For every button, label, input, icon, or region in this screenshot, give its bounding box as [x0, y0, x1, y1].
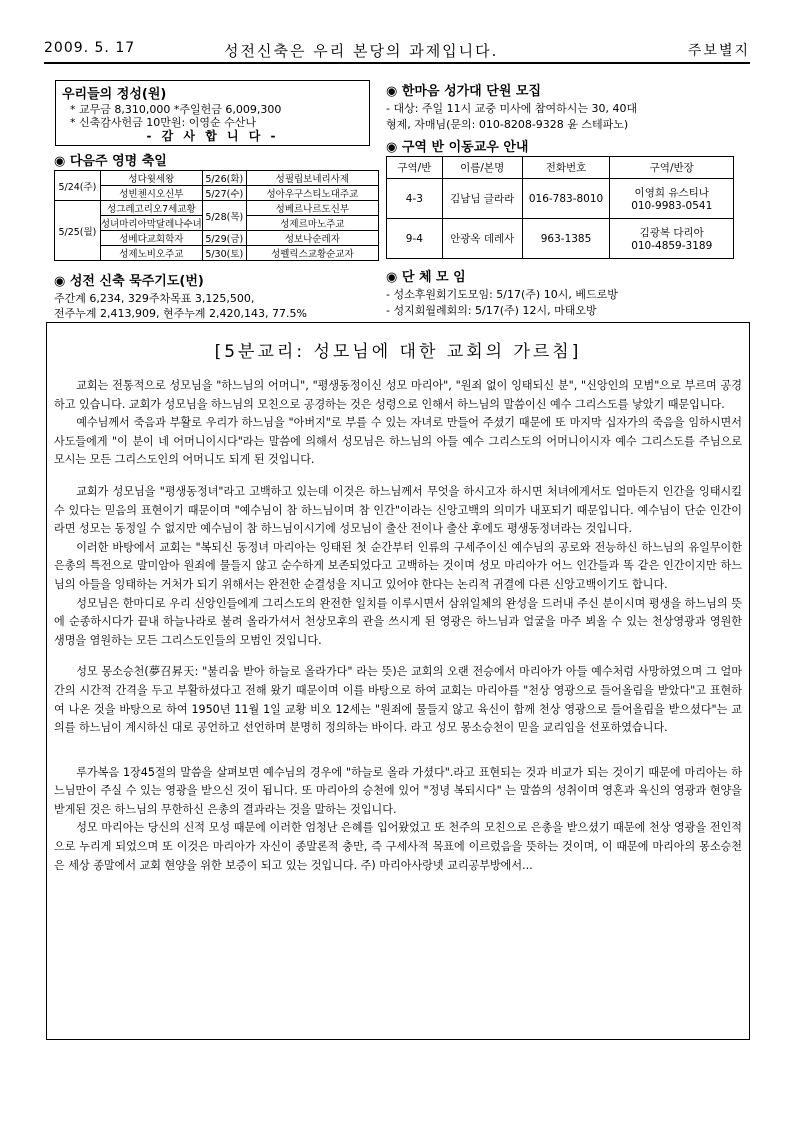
offerings-box	[55, 80, 370, 146]
offerings-title: 우리들의 정성(원)	[62, 87, 167, 102]
bulletin-slogan: 성전신축은 우리 본당의 과제입니다.	[224, 42, 499, 60]
table-row	[387, 219, 734, 259]
table-cell: 성제르마노주교	[246, 216, 378, 231]
article-box	[46, 322, 750, 1040]
article-paragraph: 성모 마리아는 당신의 신적 모성 때문에 이러한 엄청난 은혜를 입어왔었고 또 천주의 모친으로 은총을 받으셨기 때문에 천상 영광을 전인적으로 누리게 되었으며 또 이것은 마리아가 자신이 종말론적 충만, 즉 구세사적 목표에 이르렀음을 뜻하는 것이며, 이 때문에 마리아의 몽소승천은 세상 종말에서 교회 현양을 위한 보증이 되고 있는 것입니다. 주) 마리아사랑넷 교리공부방에서...	[54, 821, 742, 872]
article-body	[54, 377, 742, 875]
choir-line: 형제, 자매님(문의: 010-8208-9328 윤 스테파노)	[386, 118, 629, 131]
bulletin-date: 2009. 5. 17	[44, 40, 136, 56]
groups-item: - 성소후원회기도모임: 5/17(주) 10시, 베드로방	[386, 288, 618, 301]
leader-name: 김광복 다리아	[639, 227, 704, 239]
article-paragraph: 성모님은 한마디로 우리 신앙인들에게 그리스도의 완전한 일치를 이루시면서 삼위일체의 완성을 드러내 주신 분이시며 평생을 하느님의 뜻에 순종하시다가 끝내 하늘나라로 불려 올라가셔서 천상모후의 관을 쓰시게 된 영광은 하느님과 얼굴을 마주 뵈올 수 있는 천상영광과 영원한 생명을 염원하는 모든 그리스도인들의 모범인 것입니다.	[54, 596, 742, 647]
table-cell: 016-783-8010	[522, 179, 610, 219]
leader-phone: 010-4859-3189	[631, 240, 713, 252]
table-cell: 5/25(월)	[55, 201, 101, 261]
table-row	[55, 171, 379, 186]
column-header: 전화번호	[522, 157, 610, 179]
groups-title: ◉ 단 체 모 임	[386, 270, 466, 285]
article-paragraph: 예수님께서 죽음과 부활로 우리가 하느님을 "아버지"로 부를 수 있는 자녀로 만들어 주셨기 때문에 또 마지막 십자가의 죽음을 임하시면서 사도들에게 "이 분이 네 어머니이시다"라는 말씀에 의해서 성모님은 하느님의 아들 예수 그리스도의 어머니이시자 예수 그리스도를 주님으로 모시는 모든 그리스도인의 어머니도 되게 된 것입니다.	[54, 416, 742, 467]
table-cell: 5/30(토)	[202, 246, 246, 261]
column-header: 이름/본명	[442, 157, 522, 179]
table-cell	[610, 219, 734, 259]
feast-title: ◉ 다음주 영명 축일	[54, 154, 167, 169]
choir-title: ◉ 한마음 성가대 단원 모집	[386, 84, 542, 99]
table-row	[55, 246, 379, 261]
table-cell: 성다윗세왕	[100, 171, 202, 186]
bulletin-label: 주보별지	[687, 43, 750, 59]
leader-name: 이영희 유스티나	[634, 187, 709, 199]
article-paragraph: 교회가 성모님을 "평생동정녀"라고 고백하고 있는데 이것은 하느님께서 무엇을 하시고자 하시면 처녀에게서도 얼마든지 인간을 잉태시킬 수 있다는 믿음의 표현이기 때문이며 "예수님이 참 하느님이며 참 인간"이라는 신앙고백의 의미가 내포되기 때문입니다. 예수님이 단순 인간이라면 성모는 동정일 수 없지만 예수님이 참 하느님이시기에 성모님이 출산 전이나 출산 후에도 평생동정녀라는 것입니다.	[54, 484, 742, 536]
rosary-line: 주간계 6,234, 329주차목표 3,125,500,	[54, 292, 255, 305]
table-row	[387, 179, 734, 219]
column-header: 구역/반	[387, 157, 443, 179]
offerings-thanks: - 감 사 합 니 다 -	[146, 129, 279, 143]
visit-title: ◉ 구역 반 이동교우 안내	[386, 140, 529, 155]
table-cell: 성그레고리오7세교황	[100, 201, 202, 216]
table-cell: 성필립보네리사제	[246, 171, 378, 186]
table-cell: 성제노비오주교	[100, 246, 202, 261]
table-cell: 성녀마리아막달레나수녀	[100, 216, 202, 231]
rosary-line: 전주누계 2,413,909, 현주누계 2,420,143, 77.5%	[54, 307, 307, 320]
table-cell: 5/27(수)	[202, 186, 246, 201]
article-paragraph: 이러한 바탕에서 교회는 "복되신 동정녀 마리아는 잉태된 첫 순간부터 인류의 구세주이신 예수님의 공로와 전능하신 하느님의 유일무이한 은총의 특전으로 말미암아 원죄에 물들지 않고 순수하게 보존되었다고 고백하는 것이며 성모 마리아가 어느 인간들과 똑 같은 인간이지만 하느님의 아들을 잉태하는 거처가 되기 위해서는 완전한 순결성을 지니고 있어야 한다는 논리적 귀결에 다른 신앙고백이기도 합니다.	[54, 540, 742, 591]
page-header	[44, 40, 750, 60]
table-cell: 성아우구스티노대주교	[246, 186, 378, 201]
visit-table	[386, 156, 734, 259]
table-row	[55, 201, 379, 216]
table-cell: 성빈첸시오신부	[100, 186, 202, 201]
table-cell: 김남님 글라라	[442, 179, 522, 219]
table-cell: 성보나순레자	[246, 231, 378, 246]
table-cell: 5/29(금)	[202, 231, 246, 246]
table-cell: 5/26(화)	[202, 171, 246, 186]
leader-phone: 010-9983-0541	[631, 200, 713, 212]
choir-line: - 대상: 주일 11시 교중 미사에 참여하시는 30, 40대	[386, 102, 638, 115]
table-row	[55, 231, 379, 246]
table-cell: 5/24(주)	[55, 171, 101, 201]
table-header-row	[387, 157, 734, 179]
article-paragraph: 성모 몽소승천(夢召昇天: "불리움 받아 하늘로 올라가다" 라는 뜻)은 교회의 오랜 전승에서 마리아가 아들 예수처럼 사망하였으며 그 얼마간의 시간적 간격을 두고 부활하셨다고 전해 왔기 때문이며 이를 바탕으로 하여 교회는 마리아를 "천상 영광으로 들어올림을 받았다"고 표현하여 나온 것을 바탕으로 하여 1950년 11월 1일 교황 비오 12세는 "원죄에 물들지 않고 육신이 함께 천상 영광으로 들어올림을 받으셨다"는 교의를 하느님이 계시하신 대로 공언하고 선언하며 분명히 정의하는 바이다. 라고 성모 몽소승천이 믿을 교리임을 선포하였습니다.	[54, 665, 742, 735]
table-cell	[610, 179, 734, 219]
rosary-title: ◉ 성전 신축 묵주기도(번)	[54, 274, 204, 289]
article-paragraph: 루가복음 1장45절의 말씀을 살펴보면 예수님의 경우에 "하늘로 올라 가셨다".라고 표현되는 것과 비교가 되는 것이기 때문에 마리아는 하느님만이 주실 수 있는 영광을 받으신 것이 됩니다. 또 마리아의 승천에 있어 "정녕 복되시다" 는 말씀의 성취이며 영혼과 육신의 영광과 현양을 받게된 것은 하느님의 무한하신 은총의 결과라는 것을 말하는 것입니다.	[54, 765, 742, 816]
article-paragraph: 교회는 전통적으로 성모님을 "하느님의 어머니", "평생동정이신 성모 마리아", "원죄 없이 잉태되신 분", "신앙인의 모범"으로 부르며 공경하고 있습니다. 교회가 성모님을 하느님의 모친으로 공경하는 것은 성령으로 인해서 하느님의 말씀이신 예수 그리스도를 낳았기 때문입니다.	[54, 379, 742, 411]
feast-table	[54, 170, 379, 261]
header-divider	[44, 62, 750, 64]
article-title: [5분교리: 성모님에 대한 교회의 가르침]	[214, 342, 582, 362]
offerings-line: * 신축감사헌금 10만원: 이영순 수산나	[70, 116, 256, 129]
table-cell: 성베다교회학자	[100, 231, 202, 246]
groups-item: - 성지회월례회의: 5/17(주) 12시, 마태오방	[386, 304, 597, 317]
table-cell: 안광옥 데레사	[442, 219, 522, 259]
table-cell: 성펠릭스교황순교자	[246, 246, 378, 261]
table-cell: 963-1385	[522, 219, 610, 259]
table-cell: 4-3	[387, 179, 443, 219]
table-cell: 5/28(목)	[202, 201, 246, 231]
offerings-line: * 교무금 8,310,000 *주일헌금 6,009,300	[70, 103, 282, 116]
table-cell: 성베르나르도신부	[246, 201, 378, 216]
column-header: 구역/반장	[610, 157, 734, 179]
table-cell: 9-4	[387, 219, 443, 259]
table-row	[55, 186, 379, 201]
